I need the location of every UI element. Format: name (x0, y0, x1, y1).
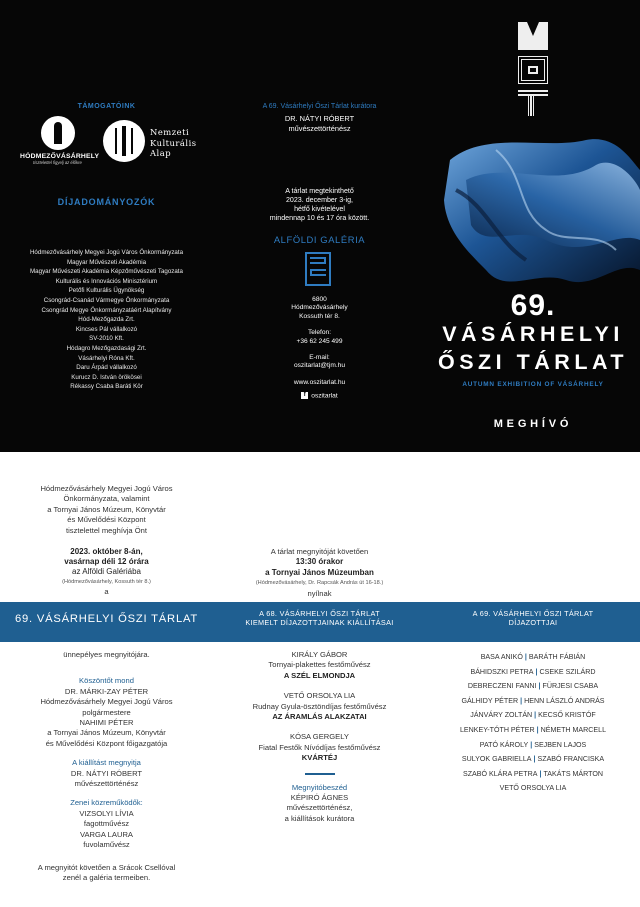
greeting-1-role: Hódmezővásárhely Megyei Jogú Város (40, 697, 173, 707)
email-link[interactable]: oszitarlat@tjm.hu (293, 362, 346, 370)
nka-logo (103, 120, 203, 165)
winner-name: CSEKE SZILÁRD (539, 667, 596, 676)
exhibition-award: Tornyai-plakettes festőművész (268, 660, 371, 670)
mot-logo-icon (518, 22, 548, 122)
greeting-2-role: és Művelődési Központ főigazgatója (45, 738, 168, 748)
awarder-item: Kurucz D. István örökösei (71, 373, 142, 381)
visit-line: hétfő kivételével (294, 205, 345, 213)
music-1-role: fagottművész (83, 819, 130, 829)
winner-separator: | (524, 653, 527, 661)
winner-name: SZABÓ KLÁRA PETRA (462, 769, 538, 778)
invitation-label: MEGHÍVÓ (493, 418, 573, 430)
curator-name: DR. NÁTYI RÓBERT (284, 114, 355, 123)
after-open-place: a Tornyai János Múzeumban (265, 567, 374, 577)
winner-separator: | (539, 769, 542, 778)
awarder-item: Kulturális és Innovációs Minisztérium (55, 277, 158, 285)
winner-row (426, 694, 640, 709)
title-english: AUTUMN EXHIBITION OF VÁSÁRHELY (462, 381, 604, 388)
gallery-logo-icon (305, 252, 331, 286)
sponsors-column (0, 0, 213, 452)
awarder-item: Kincses Pál vállalkozó (75, 325, 138, 333)
band-title-3-line: A 69. VÁSÁRHELYI ŐSZI TÁRLAT (472, 609, 594, 618)
invitation-column (0, 452, 213, 907)
info-column (213, 0, 426, 452)
winner-row (426, 650, 640, 665)
winner-name: LENKEY-TÓTH PÉTER (459, 725, 535, 734)
winner-name: JÁNVÁRY ZOLTÁN (470, 711, 533, 720)
after-open-line: A tárlat megnyitóját követően (270, 547, 369, 556)
curator-role: művészettörténész (288, 124, 351, 133)
exhibition-list (213, 650, 426, 824)
exhibition-title: AZ ÁRAMLÁS ALAKZATAI (272, 712, 367, 722)
address-street: Kossuth tér 8. (299, 312, 340, 320)
winner-row (426, 752, 640, 767)
title-line-2: ŐSZI TÁRLAT (437, 350, 629, 374)
exhibitions-column (213, 452, 426, 907)
contact-phone (213, 329, 426, 346)
closing-line: zenél a galéria termeiben. (62, 872, 151, 882)
winner-separator: | (535, 667, 538, 676)
winner-name: FÜRJESI CSABA (542, 682, 599, 691)
greeting-2-role: a Tornyai János Múzeum, Könyvtár (47, 728, 166, 738)
address-city: Hódmezővásárhely (291, 304, 348, 312)
sponsor-logos (20, 116, 200, 178)
music-1-name: VIZSOLYI LÍVIA (79, 808, 134, 818)
title-line-1: VÁSÁRHELYI (442, 322, 624, 346)
awarder-item: Hódagro Mezőgazdasági Zrt. (66, 344, 147, 352)
awarder-item: Daru Árpád vállalkozó (76, 364, 137, 372)
curator-title: A 69. Vásárhelyi Őszi Tárlat kurátora (262, 103, 377, 110)
nka-logo-text (150, 127, 197, 159)
hodmezovasarhely-logo (20, 116, 100, 178)
awarder-item: Vásárhelyi Róna Kft. (78, 354, 135, 362)
nka-line: Nemzeti (150, 127, 190, 137)
winner-name: KECSŐ KRISTÓF (538, 711, 596, 720)
nka-line: Alap (150, 148, 172, 158)
winner-name: DEBRECZENI FANNI (467, 682, 537, 691)
exhibition-title: KVÁRTÉJ (301, 753, 338, 763)
winner-name: NÉMETH MARCELL (540, 725, 607, 734)
visit-line: A tárlat megtekinthető (285, 187, 354, 195)
awarder-item: SV-2010 Kft. (89, 335, 124, 343)
hmv-logo-motto: tisztelettel figyelj az élőkre (33, 160, 82, 165)
winner-separator: | (533, 755, 536, 764)
band-title-3-line: DÍJAZOTTJAI (508, 618, 558, 627)
invitation-panel (0, 452, 640, 907)
opening-text: ünnepélyes megnyitójára. (63, 650, 150, 659)
exhibition-artist: KIRÁLY GÁBOR (291, 650, 348, 659)
winner-separator: | (530, 740, 533, 749)
winner-row (426, 708, 640, 723)
greeting-2-name: NAHIMI PÉTER (79, 718, 134, 728)
winner-name: PATÓ KÁROLY (479, 740, 529, 749)
programme (0, 650, 213, 883)
winner-row (426, 781, 640, 796)
email-label: E-mail: (309, 354, 330, 362)
contact-address (213, 296, 426, 321)
winner-name: TAKÁTS MÁRTON (543, 769, 604, 778)
winner-name: SZABÓ FRANCISKA (537, 755, 605, 764)
winner-name: BÁHIDSZKI PETRA (470, 667, 534, 676)
music-2-name: VARGA LAURA (79, 829, 134, 839)
divider-line (305, 773, 335, 775)
exhibition-item (213, 691, 426, 722)
awarder-item: Rékassy Csaba Baráti Kör (70, 383, 143, 391)
winner-separator: | (538, 682, 541, 691)
date-line: 2023. október 8-án, (70, 547, 143, 556)
winners-column (426, 452, 640, 907)
awarder-item: Petőfi Kulturális Ügynökség (68, 287, 145, 295)
band-title-2-line: A 68. VÁSÁRHELYI ŐSZI TÁRLAT (259, 609, 380, 618)
visit-line: mindennap 10 és 17 óra között. (269, 214, 370, 222)
awarder-item: Magyar Művészeti Akadémia (66, 258, 147, 266)
winner-row (426, 738, 640, 753)
venue-line: az Alföldi Galériába (72, 567, 141, 576)
greeting-1-role: polgármestere (82, 707, 131, 717)
exhibition-item (213, 732, 426, 763)
city-crest-icon (41, 116, 75, 150)
opening-speech-name: KÉPIRÓ ÁGNES (290, 793, 349, 803)
facebook-icon: f (301, 392, 308, 399)
event-date (0, 547, 213, 587)
opening-speech-role: a kiállítások kurátora (284, 813, 355, 823)
greeting-head: Köszöntőt mond (79, 676, 134, 686)
music-head: Zenei közreműködők: (70, 798, 143, 808)
exhibition-artist: KÓSA GERGELY (290, 732, 349, 742)
facebook-handle: oszitarlat (311, 392, 338, 400)
winner-separator: | (520, 696, 523, 705)
after-open-suffix: nyílnak (307, 588, 332, 598)
winner-name: HENN LÁSZLÓ ANDRÁS (524, 696, 605, 705)
awarder-item: Magyar Művészeti Akadémia Képzőművészeti Tagozata (30, 268, 183, 276)
blue-fabric-artwork (426, 120, 640, 300)
winner-name: VETŐ ORSOLYA LIA (499, 784, 567, 793)
winner-row (426, 679, 640, 694)
exhibition-item (213, 650, 426, 681)
intro-line: és Művelődési Központ (67, 515, 146, 525)
address-zip: 6800 (312, 296, 327, 303)
winner-name: BARÁTH FÁBIÁN (528, 653, 586, 661)
exhibition-artist: VETŐ ORSOLYA LIA (283, 691, 356, 701)
band-title-2-line: KIEMELT DÍJAZOTTJAINAK KIÁLLÍTÁSAI (245, 618, 394, 627)
opener-head: A kiállítást megnyitja (72, 758, 141, 768)
museum-opening (213, 547, 426, 599)
opening-speech-role: művészettörténész, (286, 803, 353, 813)
winner-name: BASA ANIKÓ (480, 653, 523, 661)
contact-info (213, 296, 426, 395)
exhibition-award: Rudnay Gyula-ösztöndíjas festőművész (252, 701, 387, 711)
connector-word: a (104, 587, 109, 596)
winner-row (426, 723, 640, 738)
intro-line: tisztelettel meghívja Önt (65, 525, 148, 535)
edition-number: 69. (510, 289, 556, 322)
facebook-link[interactable] (213, 392, 426, 399)
cover-panel (0, 0, 640, 452)
greeting-1-name: DR. MÁRKI-ZAY PÉTER (64, 686, 149, 696)
hmv-logo-name: HÓDMEZŐVÁSÁRHELY (20, 153, 100, 160)
phone-label: Telefon: (307, 329, 332, 337)
awarder-item: Csongrád Megye Önkormányzatáért Alapítvány (41, 306, 172, 314)
after-open-time: 13:30 órakor (295, 557, 344, 567)
winner-separator: | (534, 711, 537, 720)
visit-line: 2023. december 3-ig, (285, 196, 354, 204)
nka-tree-icon (103, 120, 145, 162)
website-link[interactable]: www.oszitarlat.hu (293, 378, 346, 386)
exhibition-award: Fiatal Festők Nívódíjas festőművész (258, 742, 381, 752)
museum-address: (Hódmezővásárhely, Dr. Rapcsák András út 16-18.) (255, 580, 384, 587)
intro-text (0, 484, 213, 536)
contact-email (213, 354, 426, 371)
cover-column (426, 0, 640, 452)
awarders-title: DÍJADOMÁNYOZÓK (57, 197, 156, 207)
band-title-1: 69. VÁSÁRHELYI ŐSZI TÁRLAT (14, 613, 199, 625)
intro-line: Önkormányzata, valamint (63, 494, 150, 504)
nka-line: Kulturális (150, 137, 197, 148)
opening-speech-head: Megnyitóbeszéd (291, 782, 348, 792)
awarders-list (0, 248, 213, 392)
opening-hours (213, 187, 426, 223)
closing-line: A megnyitót követően a Srácok Csellóval (37, 862, 176, 872)
exhibition-title: A SZÉL ELMONDJA (283, 670, 356, 680)
awarder-item: Hódmezővásárhely Megyei Jogú Város Önkormányzata (29, 249, 184, 256)
intro-line: Hódmezővásárhely Megyei Jogú Város (40, 484, 173, 493)
opener-role: művészettörténész (74, 779, 139, 789)
winner-name: SEJBEN LAJOS (534, 740, 587, 749)
gallery-name: ALFÖLDI GALÉRIA (273, 234, 366, 245)
intro-line: a Tornyai János Múzeum, Könyvtár (47, 504, 166, 514)
winner-row (426, 767, 640, 782)
phone-number[interactable]: +36 62 245 499 (296, 337, 343, 345)
sponsors-title: TÁMOGATÓINK (77, 103, 136, 110)
music-2-role: fuvolaművész (83, 840, 130, 850)
awarder-item: Hód-Mezőgazda Zrt. (78, 316, 135, 324)
winner-name: GÁLHIDY PÉTER (461, 696, 519, 705)
venue-address: (Hódmezővásárhely, Kossuth tér 8.) (62, 579, 151, 585)
winner-separator: | (536, 725, 539, 734)
winner-name: SULYOK GABRIELLA (461, 755, 532, 764)
opener-name: DR. NÁTYI RÓBERT (70, 768, 143, 778)
time-line: vasárnap déli 12 órára (64, 557, 149, 566)
winners-list (426, 650, 640, 796)
awarder-item: Csongrád-Csanád Vármegye Önkormányzata (43, 296, 170, 304)
winner-row (426, 665, 640, 680)
